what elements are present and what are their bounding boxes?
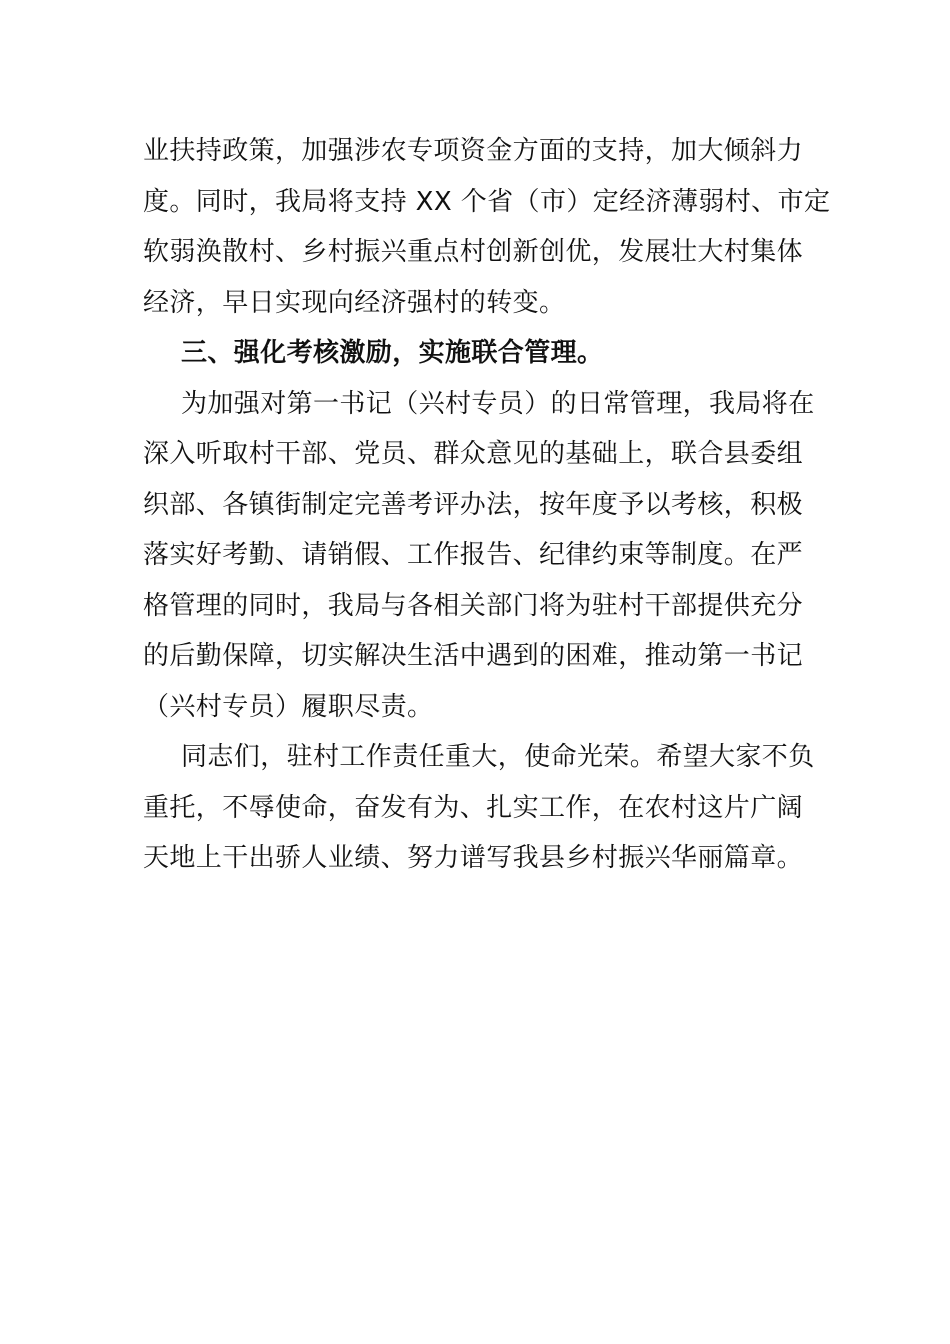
paragraph-line: 重托，不辱使命，奋发有为、扎实工作，在农村这片广阔 bbox=[143, 792, 804, 823]
paragraph-line: 深入听取村干部、党员、群众意见的基础上，联合县委组 bbox=[143, 439, 804, 469]
paragraph-line: （兴村专员）履职尽责。 bbox=[143, 691, 434, 722]
paragraph-line: 天地上干出骄人业绩、努力谱写我县乡村振兴华丽篇章。 bbox=[143, 843, 804, 873]
section-heading: 三、强化考核激励，实施联合管理。 bbox=[181, 338, 604, 368]
paragraph-line: 业扶持政策，加强涉农专项资金方面的支持，加大倾斜力 bbox=[143, 136, 804, 166]
paragraph-line: 经济，早日实现向经济强村的转变。 bbox=[143, 287, 566, 318]
paragraph-line: 同志们，驻村工作责任重大，使命光荣。希望大家不负 bbox=[181, 742, 815, 772]
paragraph-policy-support bbox=[143, 126, 831, 328]
paragraph-line: 落实好考勤、请销假、工作报告、纪律约束等制度。在严 bbox=[143, 540, 804, 570]
paragraph-line: 为加强对第一书记（兴村专员）的日常管理，我局将在 bbox=[181, 388, 815, 419]
paragraph-line: 软弱涣散村、乡村振兴重点村创新创优，发展壮大村集体 bbox=[143, 237, 804, 267]
paragraph-closing bbox=[143, 732, 815, 884]
paragraph-line: 的后勤保障，切实解决生活中遇到的困难，推动第一书记 bbox=[143, 641, 804, 671]
paragraph-line: 度。同时，我局将支持 XX 个省（市）定经济薄弱村、市定 bbox=[143, 186, 831, 217]
paragraph-management bbox=[143, 379, 815, 733]
paragraph-line: 织部、各镇街制定完善考评办法，按年度予以考核，积极 bbox=[143, 489, 804, 520]
document-body bbox=[143, 126, 831, 884]
paragraph-line: 格管理的同时，我局与各相关部门将为驻村干部提供充分 bbox=[143, 590, 804, 621]
